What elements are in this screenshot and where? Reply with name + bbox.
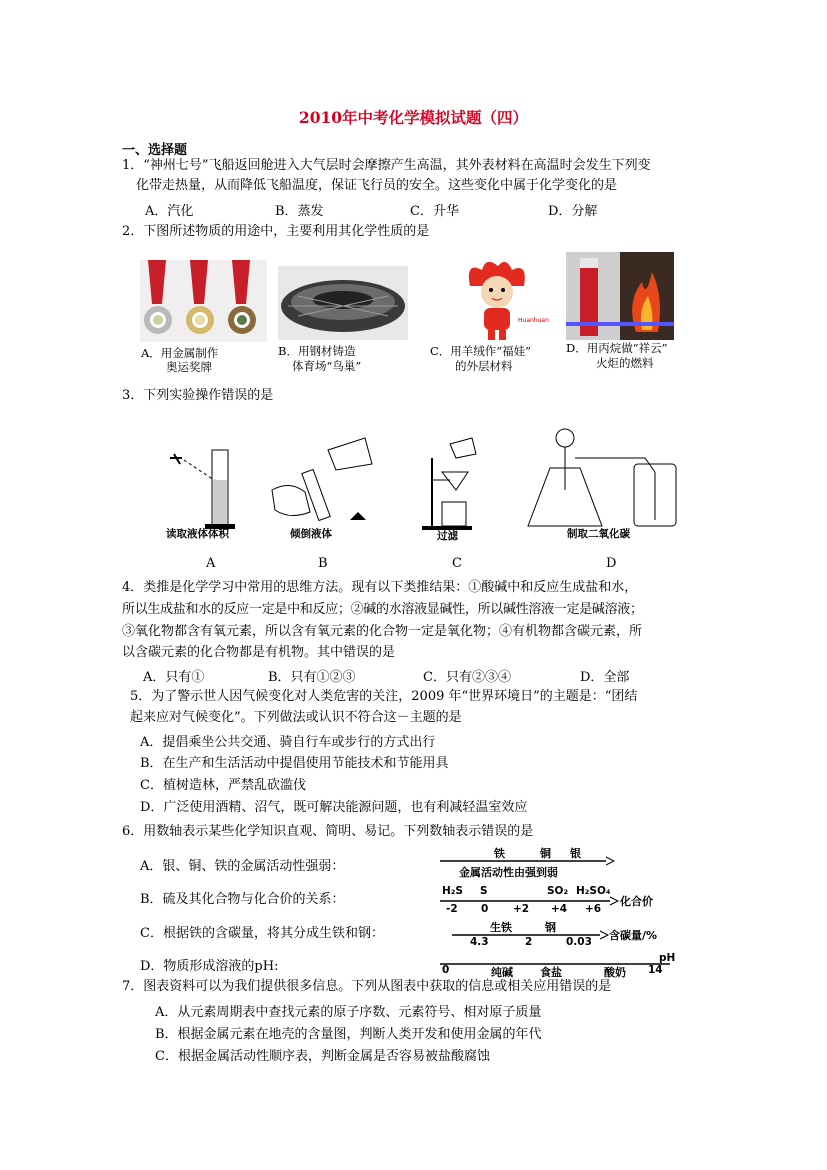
svg-text:Huanhuan: Huanhuan (518, 317, 549, 324)
axis-b-unit: 化合价 (620, 895, 653, 908)
q1-option-d: D．分解 (548, 204, 598, 219)
q6-option-d: D．物质形成溶液的pH: (140, 959, 279, 974)
q7-stem: 7．图表资料可以为我们提供很多信息。下列从图表中获取的信息或相关应用错误的是 (122, 979, 612, 994)
q2-caption-c2: 的外层材料 (455, 359, 513, 373)
q3-label-c: 过滤 (437, 530, 458, 542)
q5-option-a: A．提倡乘坐公共交通、骑自行车或步行的方式出行 (140, 735, 436, 750)
axis-b-so2: SO₂ (547, 885, 569, 897)
medals-image (140, 260, 267, 342)
q2-caption-d2: 火炬的燃料 (596, 356, 654, 370)
q4-option-b: B．只有①②③ (268, 670, 356, 685)
axis-c-steel: 钢 (545, 921, 556, 934)
q6-option-c: C．根据铁的含碳量，将其分成生铁和钢： (140, 926, 384, 941)
axis-c-tick-1: 4.3 (470, 936, 489, 948)
q2-caption-c1: C．用羊绒作“福娃” (430, 344, 532, 358)
q7-option-c: C．根据金属活动性顺序表，判断金属是否容易被盐酸腐蚀 (155, 1049, 490, 1064)
axis-b-s: S (480, 885, 488, 897)
axis-c-unit: 含碳量/% (609, 929, 658, 942)
q2-caption-a1: A．用金属制作 (141, 346, 219, 360)
q3-label-a: 读取液体体积 (166, 528, 229, 540)
q2-caption-d1: D．用丙烷做“祥云” (566, 341, 668, 355)
q2-caption-b1: B．用钢材铸造 (278, 344, 356, 358)
q7-option-b: B．根据金属元素在地壳的含量图，判断人类开发和使用金属的年代 (155, 1027, 542, 1042)
q1-line2: 化带走热量，从而降低飞船温度，保证飞行员的安全。这些变化中属于化学变化的是 (136, 178, 618, 193)
q3-label-b: 倾倒液体 (290, 528, 332, 540)
axis-d-label-5: 14 (648, 964, 663, 976)
q3-letter-b: B (318, 556, 328, 571)
q3-letter-a: A (206, 556, 216, 571)
reading-volume-sketch (170, 450, 235, 529)
q5-option-c: C．植树造林，严禁乱砍滥伐 (140, 778, 306, 793)
q2-stem: 2．下图所述物质的用途中，主要利用其化学性质的是 (122, 224, 430, 239)
q4-line2: 所以生成盐和水的反应一定是中和反应；②碱的水溶液显碱性，所以碱性溶液一定是碱溶液； (122, 602, 643, 617)
axis-a-silver: 银 (570, 847, 581, 860)
axis-d-label-4: 酸奶 (604, 966, 626, 979)
q5-option-d: D．广泛使用酒精、沼气，既可解决能源问题，也有利减轻温室效应 (140, 800, 528, 815)
axis-d-label-2: 纯碱 (491, 966, 513, 979)
q3-label-d: 制取二氧化碳 (567, 528, 630, 540)
q4-option-c: C．只有②③④ (423, 670, 511, 685)
axis-a-caption: 金属活动性由强到弱 (459, 866, 558, 879)
q4-line1: 4．类推是化学学习中常用的思维方法。现有以下类推结果：①酸碱中和反应生成盐和水， (122, 580, 638, 595)
axis-b-h2so4: H₂SO₄ (576, 885, 611, 897)
q5-line1: 5．为了警示世人因气候变化对人类危害的关注，2009 年“世界环境日”的主题是：“团结 (130, 689, 638, 704)
q1-option-a: A．汽化 (145, 204, 194, 219)
axis-b-tick-4: +4 (551, 903, 568, 915)
axis-c-tick-2: 2 (525, 936, 533, 948)
axis-b-tick-1: -2 (446, 903, 458, 915)
axis-a-iron: 铁 (494, 847, 505, 860)
axis-c-pig-iron: 生铁 (490, 921, 512, 934)
q1-option-c: C．升华 (410, 204, 459, 219)
page-title: 2010年中考化学模拟试题（四） (298, 108, 529, 127)
axis-d-label-1: 0 (442, 964, 450, 976)
q6-option-a: A．银、铜、铁的金属活动性强弱： (140, 859, 345, 874)
q7-option-a: A．从元素周期表中查找元素的原子序数、元素符号、相对原子质量 (155, 1005, 542, 1020)
fuwa-image (440, 256, 556, 342)
q5-line2: 起来应对气候变化”。下列做法或认识不符合这－主题的是 (130, 710, 462, 725)
q3-letter-d: D (606, 556, 617, 571)
section-heading: 一、选择题 (122, 143, 188, 158)
q2-caption-b2: 体育场“鸟巢” (292, 359, 362, 373)
q5-option-b: B．在生产和生活活动中提倡使用节能技术和节能用具 (140, 756, 449, 771)
axis-d-label-3: 食盐 (540, 966, 562, 979)
q1-line1: 1．“神州七号”飞船返回舱进入大气层时会摩擦产生高温，其外表材料在高温时会发生下列变 (122, 158, 651, 173)
filtration-sketch (422, 438, 476, 530)
torch-image (566, 252, 674, 340)
q3-stem: 3．下列实验操作错误的是 (122, 388, 274, 403)
q4-option-d: D．全部 (580, 670, 630, 685)
co2-apparatus-sketch (528, 429, 676, 526)
axis-a-copper: 铜 (540, 847, 551, 860)
axis-d-unit: pH (659, 952, 676, 964)
birds-nest-image (278, 266, 408, 340)
axis-b-h2s: H₂S (442, 885, 463, 897)
axis-b-tick-3: +2 (513, 903, 530, 915)
pouring-liquid-sketch (272, 438, 372, 521)
q4-option-a: A．只有① (143, 670, 205, 685)
q1-option-b: B．蒸发 (275, 204, 324, 219)
q4-line3: ③氧化物都含有氧元素，所以含有氧元素的化合物一定是氧化物；④有机物都含碳元素，所 (122, 624, 643, 639)
q6-stem: 6．用数轴表示某些化学知识直观、简明、易记。下列数轴表示错误的是 (122, 824, 534, 839)
axis-c-tick-3: 0.03 (566, 936, 592, 948)
q2-caption-a2: 奥运奖牌 (166, 360, 212, 374)
q6-option-b: B．硫及其化合物与化合价的关系： (140, 892, 345, 907)
axis-b-tick-2: 0 (481, 903, 489, 915)
q4-line4: 以含碳元素的化合物都是有机物。其中错误的是 (122, 645, 396, 660)
axis-b-tick-5: +6 (585, 903, 602, 915)
q3-letter-c: C (452, 556, 462, 571)
